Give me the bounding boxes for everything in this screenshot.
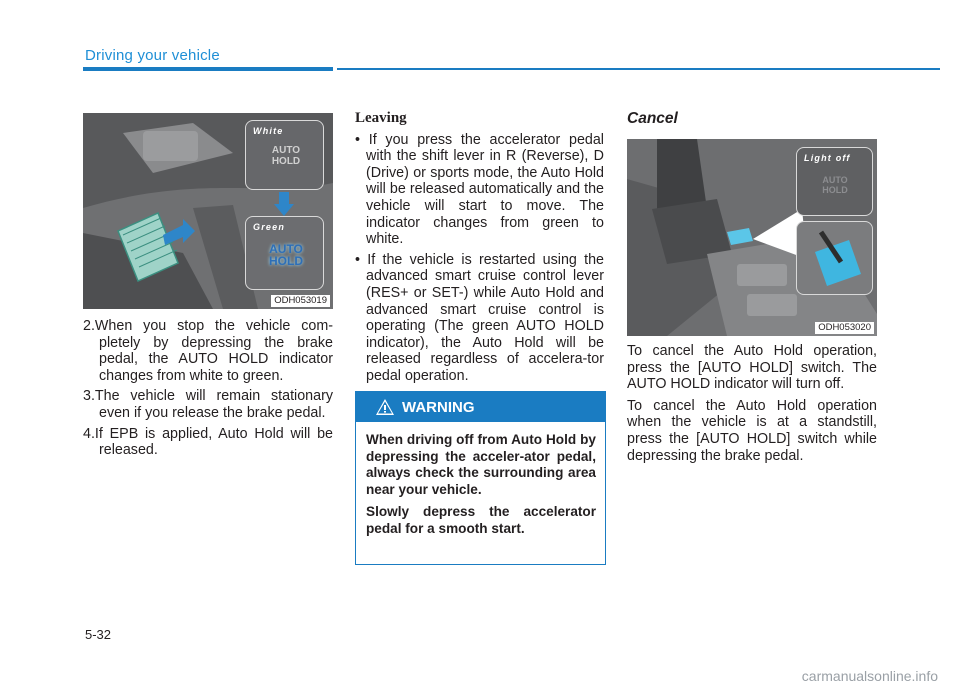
auto-hold-indicator-white: AUTO HOLD: [271, 145, 301, 167]
callout-white: [245, 120, 324, 190]
right-column-text: [627, 343, 877, 469]
warning-box: [355, 391, 606, 565]
cancel-heading: Cancel: [627, 110, 678, 127]
numbered-steps: [83, 318, 333, 459]
warning-body: [356, 422, 605, 538]
figure-brake-pedal: [83, 113, 333, 309]
warning-triangle-icon: [376, 399, 394, 415]
callout-light-off: [796, 147, 873, 216]
cancel-paragraph: To cancel the Auto Hold operation, press the [AUTO HOLD] switch. The AUTO HOLD indicator will turn off.: [627, 343, 877, 393]
warning-header: [356, 392, 605, 422]
callout-green-label: Green: [253, 222, 286, 232]
arrow-down-icon: [274, 192, 294, 216]
page-number: 5-32: [85, 627, 112, 642]
bullet-text: If you press the accelerator pedal with the shift lever in R (Reverse), D (Drive) or sports mode, the Auto Hold will be released automatically and the vehicle will start to move. The indicator changes from green to white.: [366, 131, 604, 248]
warning-title: WARNING: [402, 398, 475, 416]
step-item: 4.If EPB is applied, Auto Hold will be released.: [83, 425, 333, 459]
figure-label: ODH053019: [271, 295, 330, 307]
warning-paragraph: Slowly depress the accelerator pedal for a smooth start.: [366, 504, 596, 536]
leaving-bullets: [355, 132, 604, 385]
callout-switch-closeup: [796, 221, 873, 295]
step-item: 3.The vehicle will remain stationary even if you release the brake pedal.: [83, 388, 333, 421]
cancel-paragraph: To cancel the Auto Hold operation when the vehicle is at a standstill, press the [AUTO HOLD] switch while depressing the brake pedal.: [627, 397, 877, 464]
leaving-heading: Leaving: [355, 110, 407, 126]
left-column-text: [83, 318, 333, 463]
auto-hold-indicator-off: AUTO HOLD: [822, 175, 848, 195]
bullet-item: • If you press the accelerator pedal with the shift lever in R (Reverse), D (Drive) or sports mode, the Auto Hold will be released automatically and the vehicle will start to move. The indicator changes from green to white.: [355, 131, 604, 248]
bullet-text: If the vehicle is restarted using the advanced smart cruise control lever (RES+ or SET-) while Auto Hold and advanced smart cruise control is operating (The green AUTO HOLD indicator), the Auto Hold will be released regardless of accelera-tor pedal operation.: [366, 251, 605, 384]
figure-auto-hold-switch: [627, 139, 877, 336]
auto-hold-switch-icon: [797, 222, 872, 294]
callout-white-label: White: [253, 126, 284, 136]
figure-label: ODH053020: [815, 322, 874, 334]
warning-paragraph: When driving off from Auto Hold by depressing the acceler-ator pedal, always check the surrounding area near your vehicle.: [366, 432, 596, 497]
header-rule-thick: [83, 67, 333, 71]
callout-light-off-label: Light off: [804, 153, 851, 163]
bullet-item: • If the vehicle is restarted using the advanced smart cruise control lever (RES+ or SET-) while Auto Hold and advanced smart cruise control is operating (The green AUTO HOLD indicator), the Auto Hold will be released regardless of accelera-tor pedal operation.: [355, 251, 605, 384]
callout-green: [245, 216, 324, 290]
watermark: carmanualsonline.info: [801, 668, 938, 684]
middle-column: [355, 110, 604, 389]
header-rule-thin: [337, 68, 940, 70]
auto-hold-indicator-green: AUTO HOLD: [269, 242, 303, 268]
section-title: Driving your vehicle: [85, 47, 220, 64]
step-item: 2.When you stop the vehicle com-pletely by depressing the brake pedal, the AUTO HOLD indicator changes from white to green.: [83, 318, 333, 384]
